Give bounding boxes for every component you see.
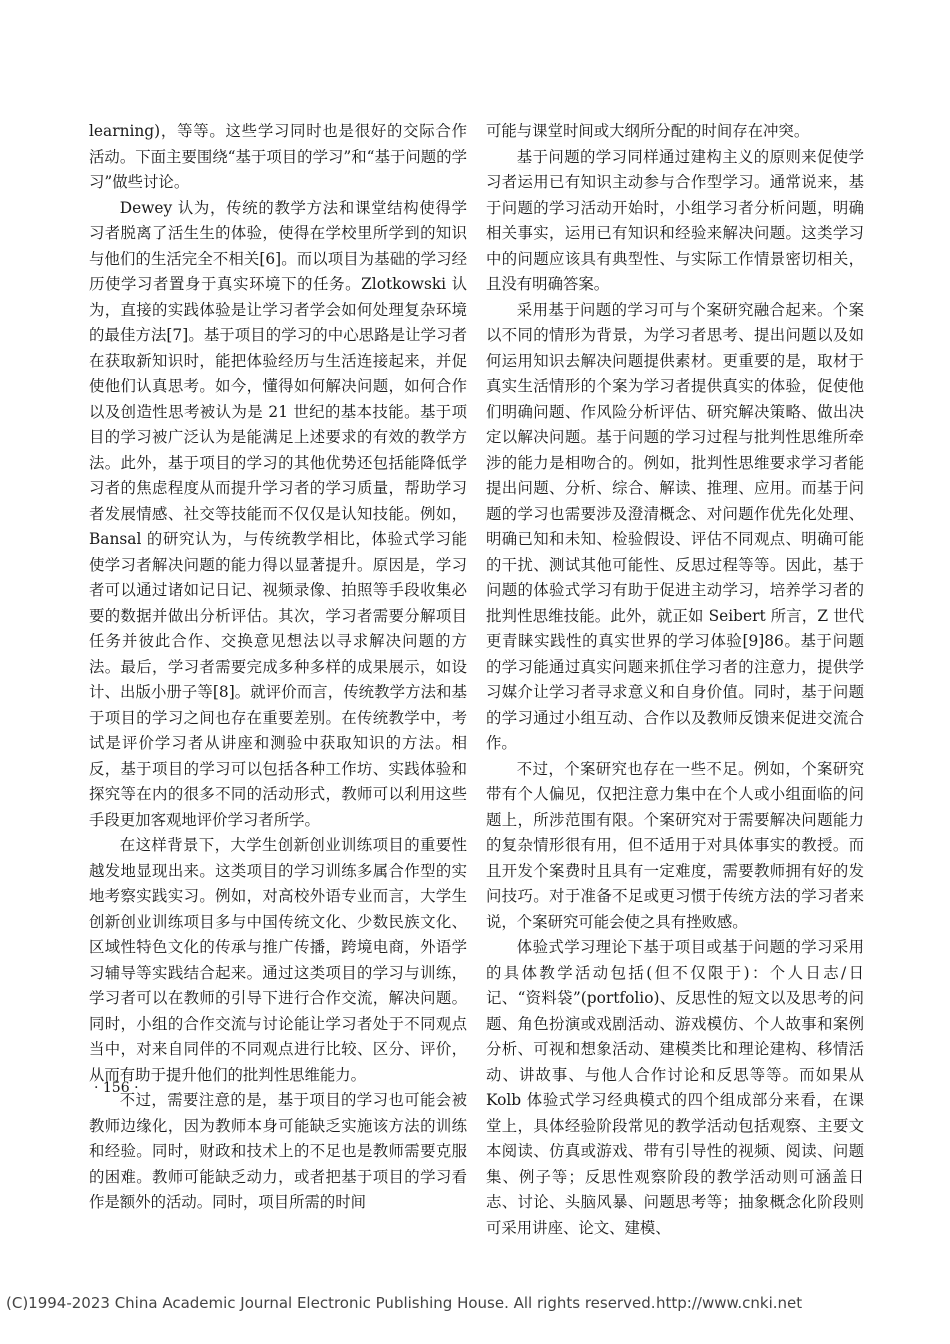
footer-copyright: (C)1994-2023 China Academic Journal Electronic Publishing House. All rights reserved. [6,1294,656,1312]
footer-url[interactable]: http://www.cnki.net [656,1294,803,1312]
right-paragraph-3: 采用基于问题的学习可与个案研究融合起来。个案以不同的情形为背景，为学习者思考、提出问题以及如何运用知识去解决问题提供素材。更重要的是，取材于真实生活情形的个案为学习者提供真实的体验，促使他们明确问题、作风险分析评估、研究解决策略、做出决定以解决问题。基于问题的学习过程与批判性思维所牵涉的能力是相吻合的。例如，批判性思维要求学习者能提出问题、分析、综合、解读、推理、应用。而基于问题的学习也需要涉及澄清概念、对问题作优先化处理、明确已知和未知、检验假设、评估不同观点、明确可能的干扰、测试其他可能性、反思过程等等。因此，基于问题的体验式学习有助于促进主动学习，培养学习者的批判性思维技能。此外，就正如 Seibert 所言，Z 世代更青睐实践性的真实世界的学习体验[9]86。基于问题的学习能通过真实问题来抓住学习者的注意力，提供学习媒介让学习者寻求意义和自身价值。同时，基于问题的学习通过小组互动、合作以及教师反馈来促进交流合作。 [486,300,864,752]
footer [6,1294,803,1312]
right-paragraph-4: 不过，个案研究也存在一些不足。例如，个案研究带有个人偏见，仅把注意力集中在个人或小组面临的问题上，所涉范围有限。个案研究对于需要解决问题能力的复杂情形很有用，但不适用于对具体事实的教授。而且开发个案费时且具有一定难度，需要教师拥有好的发问技巧。对于准备不足或更习惯于传统方法的学习者来说，个案研究可能会使之具有挫败感。 [486,759,864,931]
left-column [89,119,467,1216]
page-number: · 156 · [94,1080,139,1096]
right-paragraph-2: 基于问题的学习同样通过建构主义的原则来促使学习者运用已有知识主动参与合作型学习。通常说来，基于问题的学习活动开始时，小组学习者分析问题，明确相关事实，运用已有知识和经验来解决问题。这类学习中的问题应该具有典型性、与实际工作情景密切相关，且没有明确答案。 [486,147,864,293]
right-column [486,119,864,1241]
left-paragraph-4: 不过，需要注意的是，基于项目的学习也可能会被教师边缘化，因为教师本身可能缺乏实施该方法的训练和经验。同时，财政和技术上的不足也是教师需要克服的困难。教师可能缺乏动力，或者把基于项目的学习看作是额外的活动。同时，项目所需的时间 [89,1091,467,1211]
left-paragraph-2: Dewey 认为，传统的教学方法和课堂结构使得学习者脱离了活生生的体验，使得在学校里所学到的知识与他们的生活完全不相关[6]。而以项目为基础的学习经历使学习者置身于真实环境下的任务。Zlotkowski 认为，直接的实践体验是让学习者学会如何处理复杂环境的最佳方法[7]。基于项目的学习的中心思路是让学习者在获取新知识时，能把体验经历与生活连接起来，并促使他们认真思考。如今，懂得如何解决问题，如何合作以及创造性思考被认为是 21 世纪的基本技能。基于项目的学习被广泛认为是能满足上述要求的有效的教学方法。此外，基于项目的学习的其他优势还包括能降低学习者的焦虑程度从而提升学习者的学习质量，帮助学习者发展情感、社交等技能而不仅仅是认知技能。例如，Bansal 的研究认为，与传统教学相比，体验式学习能使学习者解决问题的能力得以显著提升。原因是，学习者可以通过诸如记日记、视频录像、拍照等手段收集必要的数据并做出分析评估。其次，学习者需要分解项目任务并彼此合作、交换意见想法以寻求解决问题的方法。最后，学习者需要完成多种多样的成果展示，如设计、出版小册子等[8]。就评价而言，传统教学方法和基于项目的学习之间也存在重要差别。在传统教学中，考试是评价学习者从讲座和测验中获取知识的方法。相反，基于项目的学习可以包括各种工作坊、实践体验和探究等在内的很多不同的活动形式，教师可以利用这些手段更加客观地评价学习者所学。 [89,198,467,829]
left-paragraph-1: learning)，等等。这些学习同时也是很好的交际合作活动。下面主要围绕“基于项目的学习”和“基于问题的学习”做些讨论。 [89,122,467,191]
right-paragraph-1: 可能与课堂时间或大纲所分配的时间存在冲突。 [486,122,810,140]
left-paragraph-3: 在这样背景下，大学生创新创业训练项目的重要性越发地显现出来。这类项目的学习训练多属合作型的实地考察实践实习。例如，对高校外语专业而言，大学生创新创业训练项目多与中国传统文化、少数民族文化、区域性特色文化的传承与推广传播，跨境电商，外语学习辅导等实践结合起来。通过这类项目的学习与训练，学习者可以在教师的引导下进行合作交流，解决问题。同时，小组的合作交流与讨论能让学习者处于不同观点当中，对来自同伴的不同观点进行比较、区分、评价，从而有助于提升他们的批判性思维能力。 [89,836,467,1084]
right-paragraph-5: 体验式学习理论下基于项目或基于问题的学习采用的具体教学活动包括(但不仅限于)：个人日志/日记、“资料袋”(portfolio)、反思性的短文以及思考的问题、角色扮演或戏剧活动、游戏模仿、个人故事和案例分析、可视和想象活动、建模类比和理论建构、移情活动、讲故事、与他人合作讨论和反思等等。而如果从 Kolb 体验式学习经典模式的四个组成部分来看，在课堂上，具体经验阶段常见的教学活动包括观察、主要文本阅读、仿真或游戏、带有引导性的视频、阅读、问题集、例子等；反思性观察阶段的教学活动则可涵盖日志、讨论、头脑风暴、问题思考等；抽象概念化阶段则可采用讲座、论文、建模、 [486,938,864,1237]
